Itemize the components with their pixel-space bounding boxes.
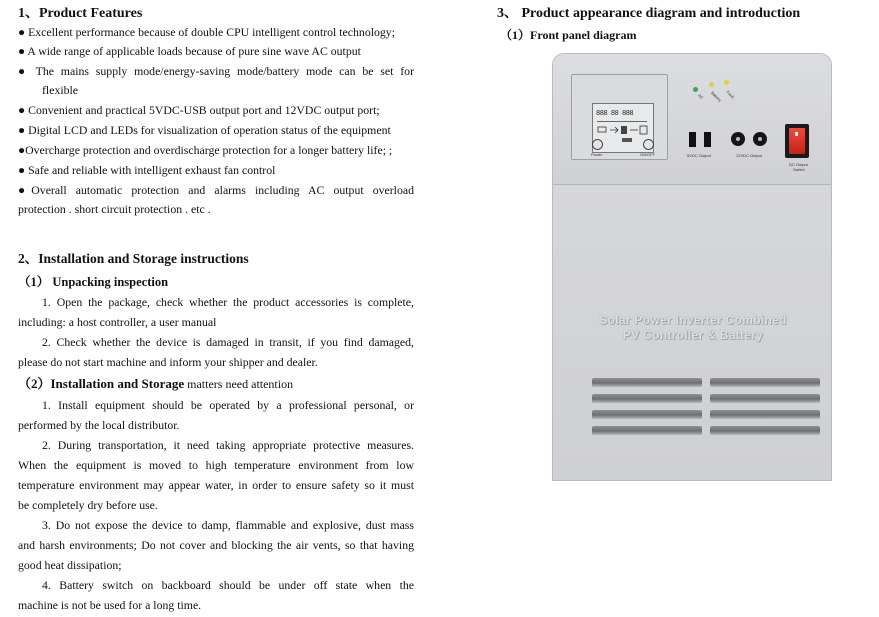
para-line: performed by the local distributor. bbox=[18, 418, 180, 432]
section2-title: 2、Installation and Storage instructions bbox=[18, 251, 249, 266]
inverter-front-panel bbox=[552, 53, 832, 481]
para-line: 2. During transportation, it need taking appropriate protective measures. bbox=[42, 438, 414, 452]
para-line: 2. Check whether the device is damaged in transit, if you find damaged, bbox=[42, 335, 414, 349]
switch-label-2: Switch bbox=[793, 167, 805, 172]
para-line: When the equipment is moved to high temperature environment from low bbox=[18, 458, 414, 472]
usb-port-1[interactable] bbox=[689, 132, 696, 147]
para-line: machine is not be used for a long time. bbox=[18, 598, 202, 612]
dc-socket-2-pin bbox=[758, 137, 762, 141]
para-line: and harsh environments; Do not cover and blocking the air vents, so that having bbox=[18, 538, 414, 552]
para-line: be completely dry before use. bbox=[18, 498, 158, 512]
control-panel bbox=[553, 54, 831, 185]
switch-mark bbox=[795, 132, 798, 136]
brand-line-1: Solar Power Inverter Combined bbox=[599, 313, 787, 327]
led-battery bbox=[709, 82, 714, 87]
features-list bbox=[18, 23, 414, 219]
vent-slot bbox=[710, 378, 820, 387]
onoff-label: ON/OFF bbox=[640, 152, 656, 157]
lcd-icons bbox=[596, 124, 650, 148]
vent-slot bbox=[592, 410, 702, 419]
power-button[interactable] bbox=[592, 139, 603, 150]
feature-item: ●Overcharge protection and overdischarge protection for a longer battery life; ; bbox=[18, 143, 393, 157]
vent-slot bbox=[710, 426, 820, 435]
dc12-label: 12VDC Output bbox=[736, 153, 763, 158]
section1-title: 1、Product Features bbox=[18, 6, 143, 21]
feature-item: ● Safe and reliable with intelligent exhaust fan control bbox=[18, 163, 276, 177]
lcd-digits: 888 88 888 bbox=[596, 109, 634, 117]
usb-label: 5VDC Output bbox=[687, 153, 711, 158]
vent-slot bbox=[710, 394, 820, 403]
vent-slot bbox=[592, 378, 702, 387]
led-ac-label: AC bbox=[697, 92, 705, 101]
led-battery-label: Battery bbox=[710, 90, 723, 103]
feature-item: ● A wide range of applicable loads because of pure sine wave AC output bbox=[18, 44, 361, 58]
led-fault-label: Fault bbox=[725, 89, 736, 100]
para-line: 3. Do not expose the device to damp, flammable and explosive, dust mass bbox=[42, 518, 414, 532]
dc-socket-1-pin bbox=[736, 137, 740, 141]
para-line: 1. Open the package, check whether the product accessories is complete, bbox=[42, 295, 414, 309]
para-line: temperature environment may appear water, in order to ensure safety so it must bbox=[18, 478, 414, 492]
subsection2-title-bold: （2）Installation and Storage bbox=[18, 376, 185, 391]
feature-item: ● Convenient and practical 5VDC-USB output port and 12VDC output port; bbox=[18, 103, 380, 117]
switch-label-1: DC Output bbox=[789, 162, 808, 167]
vent-slot bbox=[592, 426, 702, 435]
usb-port-2[interactable] bbox=[704, 132, 711, 147]
feature-item: ● Excellent performance because of double CPU intelligent control technology; bbox=[18, 25, 395, 39]
front-panel-subtitle: （1）Front panel diagram bbox=[500, 28, 637, 42]
feature-item: ● Digital LCD and LEDs for visualization of operation status of the equipment bbox=[18, 123, 391, 137]
feature-item-cont: flexible bbox=[42, 83, 79, 97]
led-fault bbox=[724, 80, 729, 85]
subsection1-title: （1） Unpacking inspection bbox=[18, 275, 169, 289]
paragraph-unpacking bbox=[18, 292, 414, 372]
vent-slot bbox=[592, 394, 702, 403]
led-ac bbox=[693, 87, 698, 92]
power-label: Power bbox=[591, 152, 603, 157]
subsection2-title bbox=[18, 373, 293, 392]
feature-item: ●Overall automatic protection and alarms including AC output overload bbox=[18, 183, 414, 197]
section3-title: 3、 Product appearance diagram and introduction bbox=[497, 6, 801, 21]
dc-output-switch[interactable] bbox=[785, 124, 809, 158]
subsection2-title-rest: matters need attention bbox=[184, 377, 294, 391]
para-line: good heat dissipation; bbox=[18, 558, 122, 572]
paragraph-storage bbox=[18, 395, 414, 615]
lcd-module bbox=[571, 74, 668, 160]
feature-item-cont: protection . short circuit protection . etc . bbox=[18, 202, 211, 216]
lcd-divider bbox=[597, 121, 647, 122]
feature-item: ● The mains supply mode/energy-saving mode/battery mode can be set for bbox=[18, 64, 414, 78]
para-line: please do not start machine and inform your shipper and dealer. bbox=[18, 355, 318, 369]
para-line: 1. Install equipment should be operated by a professional personal, or bbox=[42, 398, 414, 412]
brand-line-2: PV Controller & Battery bbox=[622, 328, 764, 342]
para-line: 4. Battery switch on backboard should be under off state when the bbox=[42, 578, 414, 592]
vent-slot bbox=[710, 410, 820, 419]
para-line: including: a host controller, a user manual bbox=[18, 315, 217, 329]
onoff-button[interactable] bbox=[643, 139, 654, 150]
